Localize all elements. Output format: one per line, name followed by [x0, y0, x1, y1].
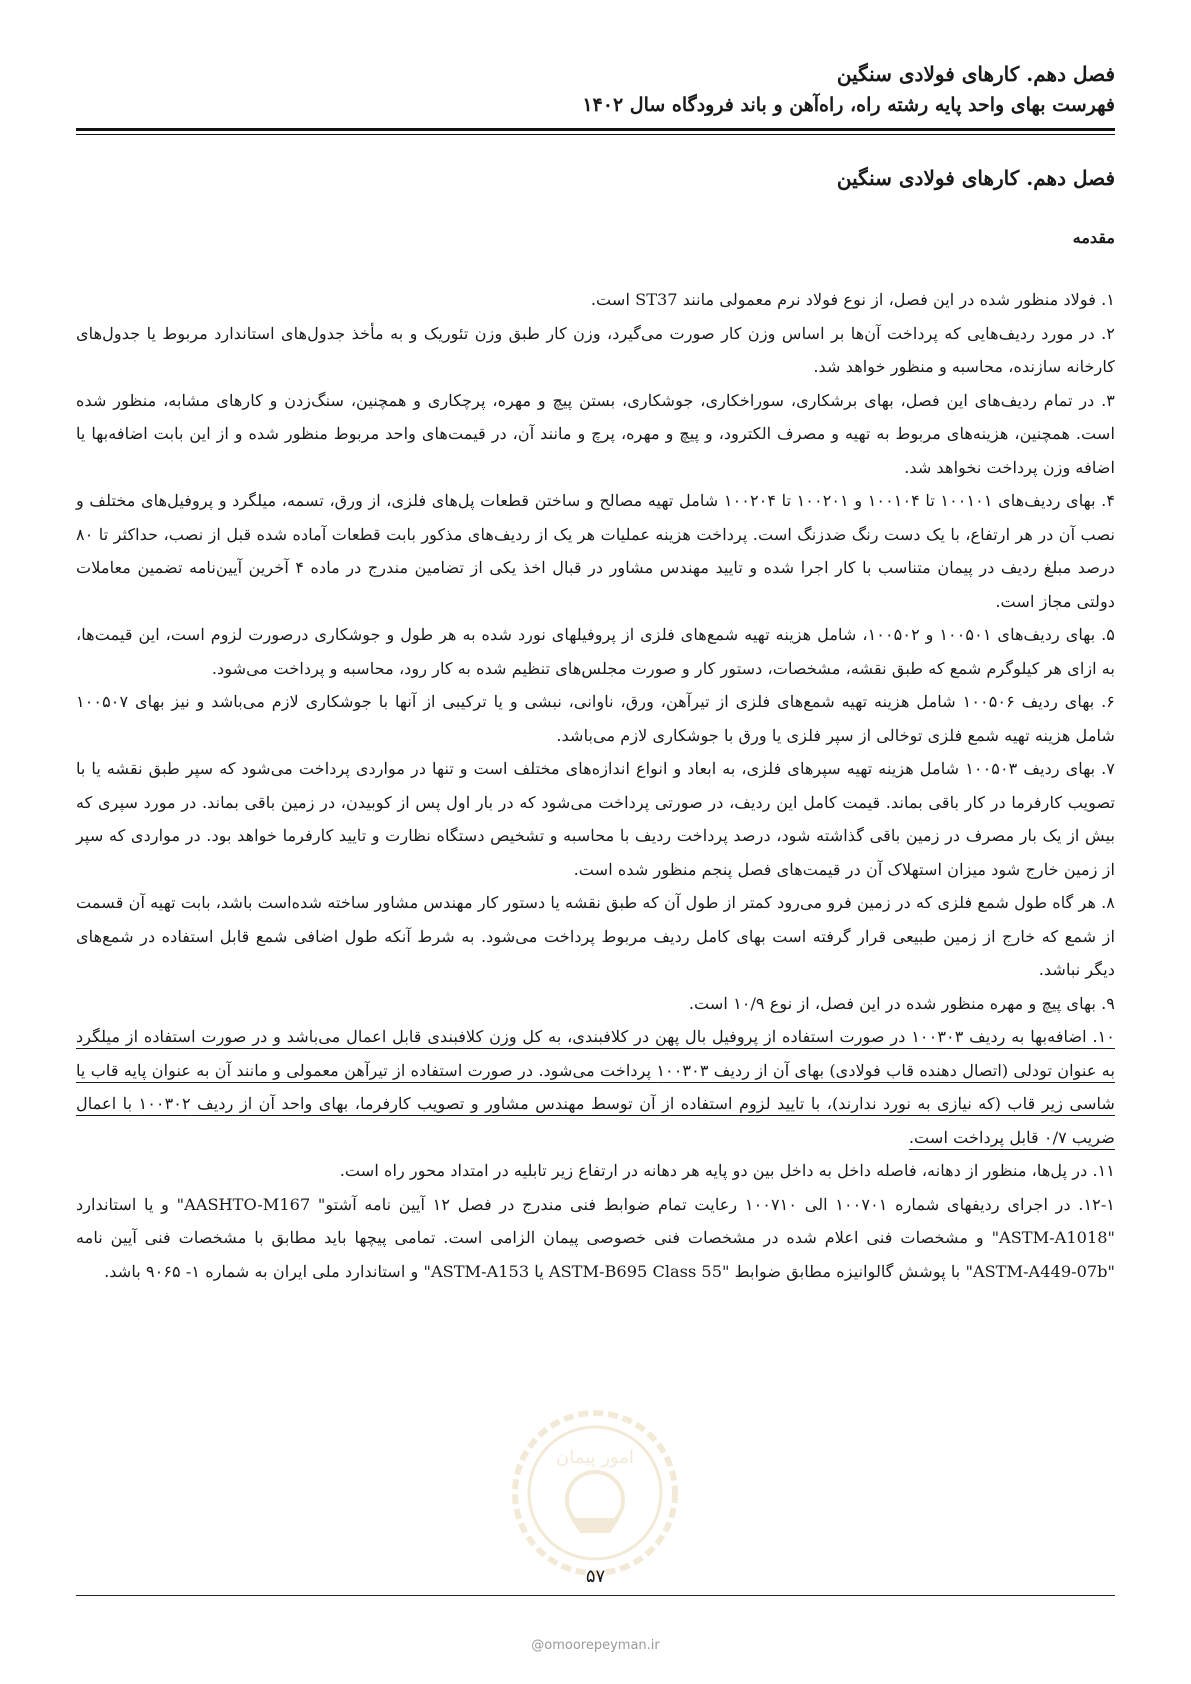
footer-rule [76, 1595, 1115, 1596]
paragraph-10: ۱۰. اضافه‌بها به ردیف ۱۰۰۳۰۳ در صورت استفاده از پروفیل بال پهن در کلافبندی، به کل وزن کلافبندی قابل اعمال می‌باشد و در صورت استفاده از میلگرد به عنوان تودلی (اتصال دهنده قاب فولادی) بهای آن از ردیف ۱۰۰۳۰۳ پرداخت می‌شود. در صورت استفاده از تیرآهن معمولی و مانند آن به عنوان پایه قاب یا شاسی زیر قاب (که نیازی به نورد ندارند)، با تایید لزوم استفاده از آن توسط مهندس مشاور و تصویب کارفرما، بهای واحد آن از ردیف ۱۰۰۳۰۲ با اعمال ضریب ۰/۷ قابل پرداخت است. [76, 1027, 1115, 1147]
paragraph-3: ۳. در تمام ردیف‌های این فصل، بهای برشکاری، سوراخکاری، جوشکاری، بستن پیچ و مهره، پرچکاری و همچنین، سنگ‌زدن و کارهای مشابه، منظور شده است. همچنین، هزینه‌های مربوط به تهیه و مصرف الکترود، و پیچ و مهره، پرچ و مانند آن، در قیمت‌های واحد مربوط منظور شده و از این بابت اضافه‌بها یا اضافه وزن پرداخت نخواهد شد. [76, 390, 1115, 477]
paragraph-6: ۶. بهای ردیف ۱۰۰۵۰۶ شامل هزینه تهیه شمع‌های فلزی از تیرآهن، ورق، ناوانی، نبشی و یا ترکیبی از آنها با جوشکاری لازم می‌باشد و نیز بهای ۱۰۰۵۰۷ شامل هزینه تهیه شمع فلزی توخالی از سپر فلزی یا ورق با جوشکاری لازم می‌باشد. [76, 692, 1115, 745]
page-header [76, 58, 1115, 120]
header-document-title: فهرست بهای واحد پایه رشته راه، راه‌آهن و باند فرودگاه سال ۱۴۰۲ [582, 94, 1115, 116]
header-chapter-title: فصل دهم. کارهای فولادی سنگین [836, 62, 1115, 86]
seal-text: امور پیمان [556, 1447, 634, 1468]
paragraph-4: ۴. بهای ردیف‌های ۱۰۰۱۰۱ تا ۱۰۰۱۰۴ و ۱۰۰۲۰۱ تا ۱۰۰۲۰۴ شامل تهیه مصالح و ساختن قطعات پل‌های فلزی، از ورق، تسمه، میلگرد و پروفیل‌های مختلف و نصب آن در هر ارتفاع، با یک دست رنگ ضدزنگ است. پرداخت هزینه عملیات هر یک از ردیف‌های مذکور بابت قطعات آماده شده قبل از نصب، حداکثر تا ۸۰ درصد مبلغ ردیف در پیمان متناسب با کار اجرا شده و تایید مهندس مشاور در قبال اخذ یکی از تضامین مندرج در ماده ۴ آخرین آیین‌نامه تضمین معاملات دولتی مجاز است. [76, 491, 1116, 611]
header-rule-thin [76, 134, 1115, 135]
paragraph-11: ۱۱. در پل‌ها، منظور از دهانه، فاصله داخل به داخل بین دو پایه هر دهانه در ارتفاع زیر تابلیه در امتداد محور راه است. [339, 1161, 1115, 1180]
paragraph-2: ۲. در مورد ردیف‌هایی که پرداخت آن‌ها بر اساس وزن کار صورت می‌گیرد، وزن کار طبق وزن تئوریک و به مأخذ جدول‌های استاندارد مربوط یا جدول‌های کارخانه سازنده، محاسبه و منظور خواهد شد. [76, 323, 1115, 376]
page-number: ۵۷ [585, 1566, 606, 1587]
intro-heading: مقدمه [1072, 228, 1115, 247]
paragraph-7: ۷. بهای ردیف ۱۰۰۵۰۳ شامل هزینه تهیه سپرهای فلزی، به ابعاد و انواع اندازه‌های مختلف است و تنها در مواردی پرداخت می‌شود که سپر طبق نقشه یا با تصویب کارفرما در کار باقی بماند. قیمت کامل این ردیف، در صورتی پرداخت می‌شود که در بار اول پس از کوبیدن، در زمین باقی بماند. در مورد سپری که بیش از یک بار مصرف در زمین باقی گذاشته شود، درصد پرداخت ردیف با محاسبه و تشخیص دستگاه نظارت و تایید کارفرما خواهد بود. در مواردی که سپر از زمین خارج شود میزان استهلاک آن در قیمت‌های فصل پنجم منظور شده است. [76, 759, 1115, 879]
seal-watermark-icon [510, 1408, 680, 1578]
body-text [76, 283, 1115, 1288]
paragraph-8: ۸. هر گاه طول شمع فلزی که در زمین فرو می‌رود کمتر از طول آن که طبق نقشه یا دستور کار مهندس مشاور ساخته شده‌است باشد، بابت تهیه آن قسمت از شمع که خارج از زمین طبیعی قرار گرفته است بهای کامل ردیف مربوط پرداخت می‌شود. به شرط آنکه طول اضافی شمع قابل استفاده در شمع‌های دیگر نباشد. [76, 893, 1115, 979]
header-rule-thick [76, 128, 1115, 131]
paragraph-1: ۱. فولاد منظور شده در این فصل، از نوع فولاد نرم معمولی مانند ST37 است. [590, 290, 1115, 309]
paragraph-12: ۱۲-۱. در اجرای ردیفهای شماره ۱۰۰۷۰۱ الی ۱۰۰۷۱۰ رعایت تمام ضوابط فنی مندرج در فصل ۱۲ آیین نامه آشتو" AASHTO-M167" و یا استاندارد "ASTM-A1018" و مشخصات فنی اعلام شده در مشخصات فنی خصوصی پیمان الزامی است. تمامی پیچها باید مطابق با مشخصات فنی آیین نامه "ASTM-A449-07b" با پوشش گالوانیزه مطابق ضوابط "ASTM-B695 Class 55 یا ASTM-A153" و استاندارد ملی ایران به شماره ۱- ۹۰۶۵ باشد. [76, 1194, 1116, 1281]
paragraph-9: ۹. بهای پیچ و مهره منظور شده در این فصل، از نوع ۱۰/۹ است. [688, 993, 1115, 1013]
chapter-title: فصل دهم. کارهای فولادی سنگین [836, 166, 1115, 190]
site-watermark: @omoorepeyman.ir [531, 1638, 660, 1653]
paragraph-5: ۵. بهای ردیف‌های ۱۰۰۵۰۱ و ۱۰۰۵۰۲، شامل هزینه تهیه شمع‌های فلزی از پروفیلهای نورد شده به هر طول و جوشکاری درصورت لزوم است، این قیمت‌ها، به ازای هر کیلوگرم شمع که طبق نقشه، مشخصات، دستور کار و صورت مجلس‌های تنظیم شده به کار رود، محاسبه و پرداخت می‌شود. [76, 625, 1115, 678]
